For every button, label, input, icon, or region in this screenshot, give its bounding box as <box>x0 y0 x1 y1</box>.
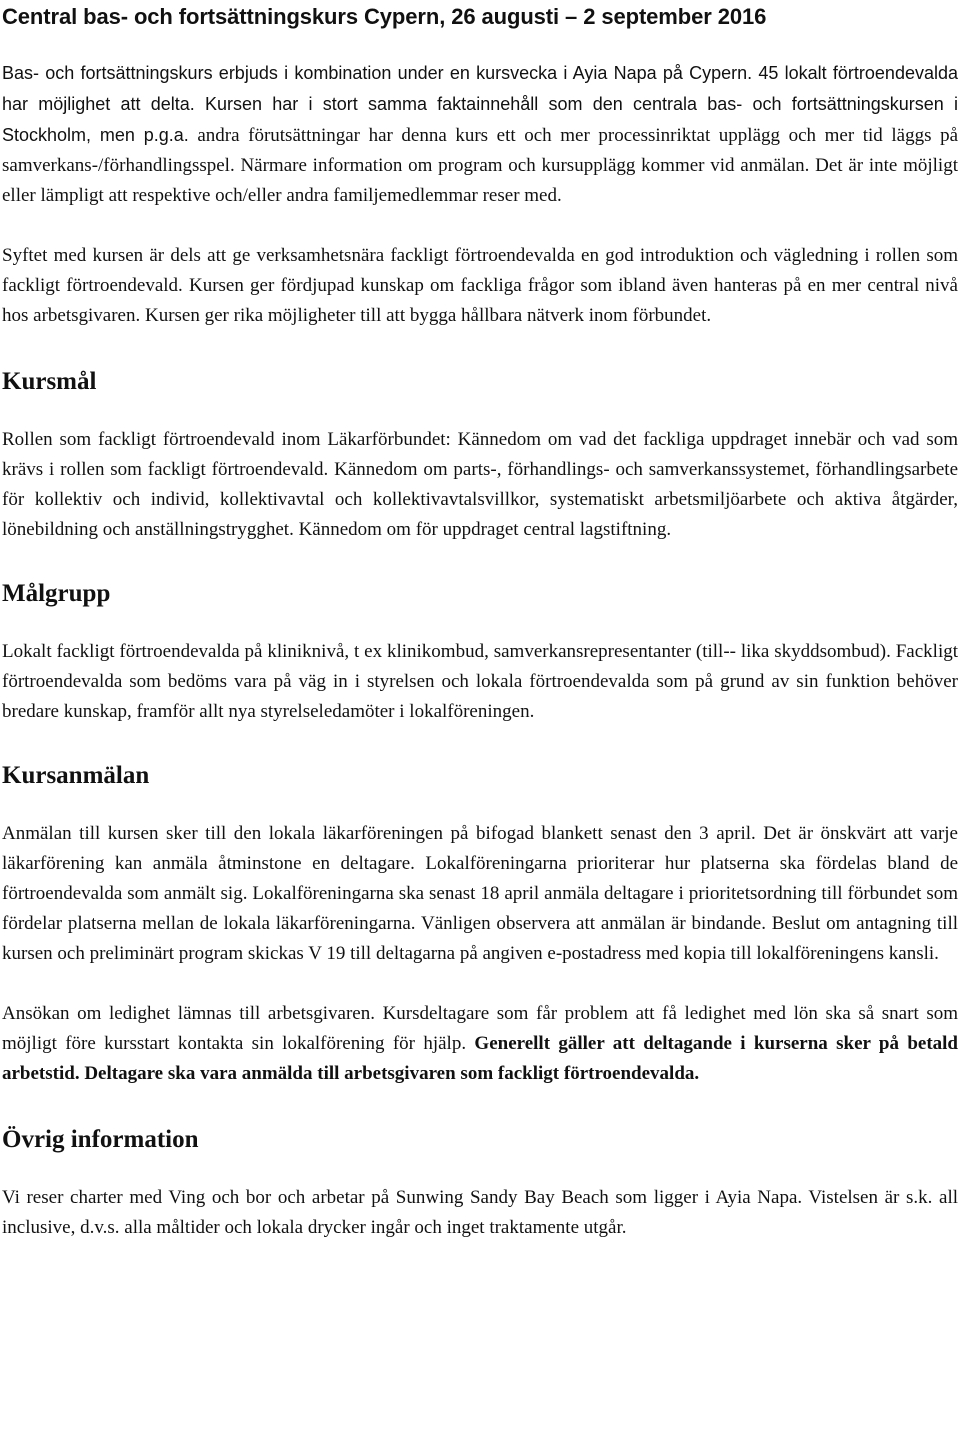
kursanmalan-bold-text: Generellt gäller att deltagande i kurserna sker på betald arbetstid. Deltagare ska vara anmälda till arbetsgivaren som fackligt förtroendevalda. <box>2 1033 958 1084</box>
intro-paragraph <box>2 58 958 211</box>
intro-text-part2: andra förutsättningar har denna kurs ett och mer processinriktat upplägg och mer tid läggs på samverkans-/förhandlingsspel. Närmare information om program och kursupplägg kommer vid anmälan. Det är inte möjligt eller lämpligt att respektive och/eller andra familjemedlemmar reser med. <box>2 125 959 206</box>
kursmal-paragraph: Rollen som fackligt förtroendevald inom Läkarförbundet: Kännedom om vad det fackliga uppdraget innebär och vad som krävs i rollen som fackligt förtroendevald. Kännedom om parts-, förhandlings- och samverkanssystemet, förhandlingsarbete för kollektiv och individ, kollektivavtal och kollektivavtalsvillkor, systematiskt arbetsmiljöarbete och aktiva åtgärder, lönebildning och anställningstrygghet. Kännedom om för uppdraget central lagstiftning. <box>2 429 958 540</box>
document-page <box>2 0 958 1243</box>
heading-kursmal: Kursmål <box>2 368 97 395</box>
heading-ovrig-information: Övrig information <box>2 1126 199 1153</box>
document-title: Central bas- och fortsättningskurs Cypern, 26 augusti – 2 september 2016 <box>2 4 767 29</box>
purpose-paragraph: Syftet med kursen är dels att ge verksamhetsnära fackligt förtroendevalda en god introduktion och vägledning i rollen som fackligt förtroendevald. Kursen ger fördjupad kunskap om fackliga frågor som ibland även hanteras på en mer central nivå hos arbetsgivaren. Kursen ger rika möjligheter till att bygga hållbara nätverk inom förbundet. <box>2 245 958 326</box>
heading-kursanmalan: Kursanmälan <box>2 762 150 789</box>
intro-text-part1: Bas- och fortsättningskurs erbjuds i kombination under en kursvecka i Ayia Napa på Cypern. 45 lokalt förtroendevalda har möjlighet att delta. Kursen har i stort samma faktainnehåll som den centrala bas- och fortsättningskursen i Stockholm, men p.g.a. <box>2 63 958 145</box>
heading-malgrupp: Målgrupp <box>2 580 111 607</box>
malgrupp-paragraph: Lokalt fackligt förtroendevalda på kliniknivå, t ex klinikombud, samverkansrepresentanter (till-- lika skyddsombud). Fackligt förtroendevalda som bedöms vara på väg in i styrelsen och lokala förtroendevalda som på grund av sin funktion behöver bredare kunskap, framför allt nya styrelseledamöter i lokalföreningen. <box>2 641 958 722</box>
kursanmalan-paragraph-1: Anmälan till kursen sker till den lokala läkarföreningen på bifogad blankett senast den 3 april. Det är önskvärt att varje läkarförening kan anmäla åtminstone en deltagare. Lokalföreningarna prioriterar hur platserna ska fördelas bland de förtroendevalda som anmält sig. Lokalföreningarna ska senast 18 april anmäla deltagare i prioritetsordning till förbundet som fördelar platserna mellan de lokala läkarföreningarna. Vänligen observera att anmälan är bindande. Beslut om antagning till kursen och preliminärt program skickas V 19 till deltagarna på angiven e-postadress med kopia till lokalföreningens kansli. <box>2 823 958 964</box>
kursanmalan-paragraph-2 <box>2 999 958 1089</box>
kursanmalan-plain-text: Ansökan om ledighet lämnas till arbetsgivaren. Kursdeltagare som får problem att få ledighet med lön ska så snart som möjligt före kursstart kontakta sin lokalförening för hjälp. <box>2 1003 958 1054</box>
ovrig-paragraph: Vi reser charter med Ving och bor och arbetar på Sunwing Sandy Bay Beach som ligger i Ayia Napa. Vistelsen är s.k. all inclusive, d.v.s. alla måltider och lokala drycker ingår och inget traktamente utgår. <box>2 1187 958 1238</box>
